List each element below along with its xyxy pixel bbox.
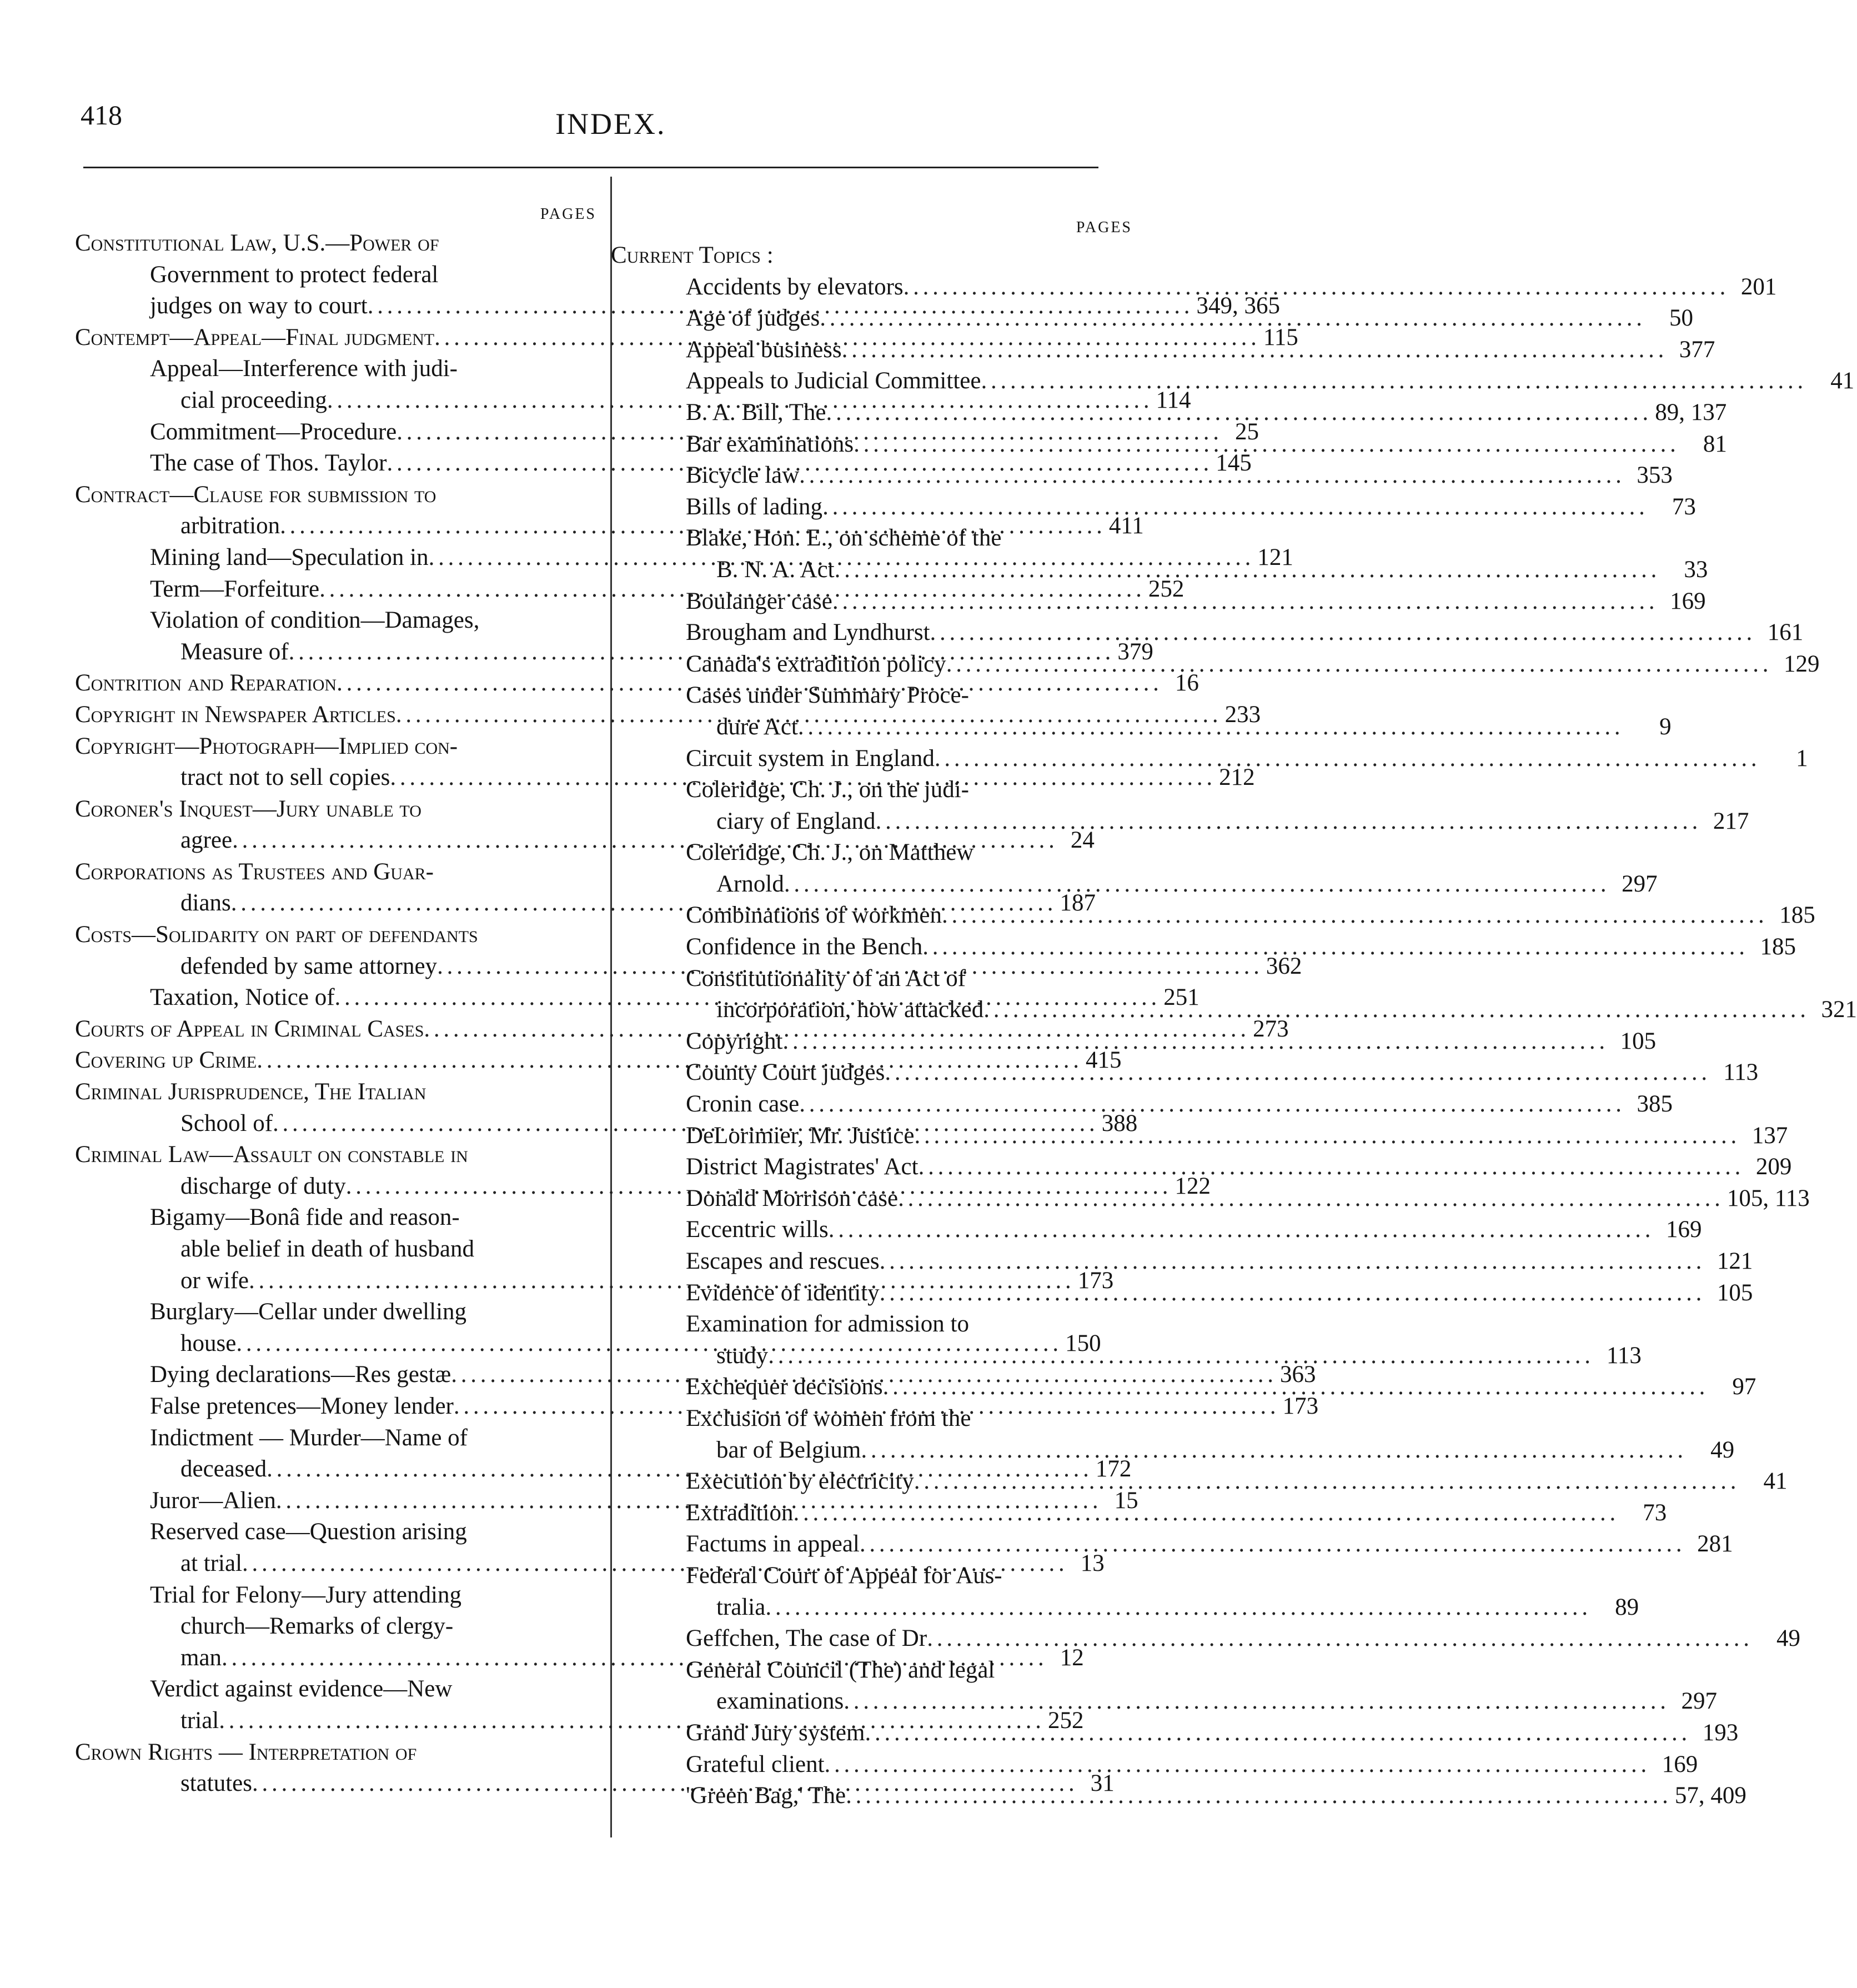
index-line	[611, 1403, 1137, 1435]
dot-leader	[825, 1749, 1646, 1781]
page-reference: 115	[1263, 324, 1298, 350]
index-entry-text: Circuit system in England	[686, 745, 935, 772]
index-entry-text: Brougham and Lyndhurst	[686, 619, 930, 646]
index-line	[611, 1686, 1718, 1717]
index-entry-text: Combinations of workmen	[686, 902, 942, 929]
dot-leader	[904, 272, 1725, 303]
page-reference: 24	[1070, 827, 1095, 854]
page-reference: 209	[1755, 1154, 1792, 1180]
index-line	[611, 1278, 1753, 1309]
index-entry-text: Term—Forfeiture	[150, 575, 320, 602]
page-reference: 388	[1101, 1110, 1138, 1136]
index-entry-text: arbitration	[180, 513, 280, 539]
dot-leader	[883, 1371, 1704, 1403]
dot-leader	[854, 429, 1675, 460]
index-entry-text: Escapes and rescues	[686, 1248, 880, 1274]
dot-leader	[946, 649, 1768, 680]
index-line	[75, 1737, 594, 1769]
index-entry-text: dians	[180, 890, 231, 917]
page-reference: 13	[1080, 1550, 1105, 1576]
index-entry-text: B. N. A. Act	[716, 556, 835, 583]
page-reference: 349, 365	[1196, 293, 1280, 319]
index-line	[75, 794, 594, 825]
page-reference: 25	[1235, 418, 1259, 445]
index-line	[611, 1089, 1673, 1120]
page-reference: 105	[1620, 1028, 1657, 1054]
index-entry-text: The case of Thos. Taylor	[150, 450, 387, 477]
index-entry-text: Examination for admission to	[686, 1311, 969, 1338]
index-entry-text: Appeals to Judicial Committee	[686, 368, 981, 394]
index-heading: Copyright in Newspaper Articles	[75, 701, 396, 728]
index-entry-text: County Court judges	[686, 1059, 885, 1086]
index-line	[611, 1498, 1667, 1529]
page-reference: 193	[1702, 1719, 1739, 1746]
index-entry-text: able belief in death of husband	[180, 1236, 474, 1262]
page-reference: 321	[1821, 996, 1857, 1023]
index-line	[75, 731, 594, 763]
index-entry-text: Factums in appeal	[686, 1531, 860, 1558]
index-line	[611, 1717, 1739, 1749]
index-entry-text: house	[180, 1330, 237, 1356]
index-heading: Current Topics :	[611, 242, 774, 268]
page-reference: 12	[1060, 1644, 1084, 1671]
page-reference: 97	[1732, 1374, 1756, 1400]
index-entry-text: discharge of duty	[180, 1173, 346, 1199]
dot-leader	[876, 806, 1697, 838]
index-heading: Costs—Solidarity on part of defendants	[75, 922, 478, 948]
page-reference: 411	[1108, 513, 1144, 539]
page-reference: 15	[1114, 1487, 1138, 1514]
page-reference: 185	[1760, 934, 1796, 960]
index-line	[75, 1076, 594, 1108]
dot-leader	[930, 617, 1751, 649]
index-entry-text: Dying declarations—Res gestæ	[150, 1361, 451, 1388]
index-entry-text: Execution by electricity	[686, 1468, 914, 1495]
page-reference: 49	[1710, 1436, 1735, 1463]
dot-leader	[784, 869, 1605, 900]
index-entry-text: General Council (The) and legal	[686, 1656, 995, 1683]
dot-leader	[981, 365, 1802, 397]
index-entry-text: Age of judges	[686, 305, 820, 332]
index-heading: Contempt—Appeal—Final judgment	[75, 324, 435, 350]
page-reference: 187	[1060, 890, 1096, 917]
page-reference: 172	[1095, 1456, 1132, 1483]
index-entry-text: Exchequer decisions	[686, 1374, 883, 1400]
page-reference: 16	[1175, 670, 1199, 697]
page-reference: 57, 409	[1674, 1782, 1746, 1809]
page-number: 418	[81, 99, 122, 131]
index-entry-text: Evidence of identity	[686, 1279, 880, 1306]
index-line	[611, 365, 1855, 397]
index-line	[611, 1749, 1698, 1781]
page-reference: 137	[1751, 1122, 1788, 1149]
index-entry-text: Federal Court of Appeal for Aus-	[686, 1562, 1002, 1589]
page-reference: 169	[1662, 1751, 1698, 1777]
index-entry-text: dure Act	[716, 713, 798, 740]
dot-leader	[860, 1529, 1681, 1560]
index-entry-text: Appeal—Interference with judi-	[150, 355, 458, 382]
page-reference: 41	[1763, 1468, 1788, 1495]
dot-leader	[782, 1026, 1604, 1058]
index-entry-text: Indictment — Murder—Name of	[150, 1424, 468, 1451]
index-entry-text: B. A. Bill, The	[686, 399, 826, 425]
index-entry-text: incorporation, how attacked	[716, 996, 984, 1023]
page-reference: 73	[1672, 493, 1696, 520]
index-entry-text: Appeal business	[686, 336, 842, 363]
index-line	[611, 743, 1808, 775]
page-reference: 363	[1279, 1361, 1316, 1388]
index-line	[611, 492, 1696, 523]
index-heading: Covering up Crime	[75, 1047, 257, 1074]
dot-leader	[844, 1686, 1665, 1717]
dot-leader	[842, 334, 1663, 366]
index-entry-text: Confidence in the Bench	[686, 934, 923, 960]
dot-leader	[942, 900, 1763, 932]
index-entry-text: DeLorimier, Mr. Justice	[686, 1122, 915, 1149]
dot-leader	[765, 1592, 1587, 1624]
page-reference: 114	[1156, 387, 1191, 413]
page-reference: 145	[1216, 450, 1252, 477]
index-line	[75, 353, 594, 385]
index-line	[611, 240, 1137, 272]
index-entry-text: ciary of England	[716, 808, 876, 834]
page-reference: 121	[1257, 544, 1293, 570]
page-reference: 379	[1117, 638, 1153, 665]
index-line	[75, 857, 594, 888]
page-reference: 415	[1085, 1047, 1122, 1074]
index-line	[611, 1466, 1788, 1498]
index-entry-text: Arnold	[716, 870, 784, 897]
dot-leader	[922, 932, 1744, 963]
index-line	[611, 1655, 1137, 1686]
index-entry-text: Burglary—Cellar under dwelling	[150, 1299, 467, 1325]
index-entry-text: Donald Morrison case	[686, 1185, 899, 1211]
index-line	[75, 1139, 594, 1171]
dot-leader	[898, 1183, 1719, 1215]
page-reference: 297	[1681, 1688, 1718, 1715]
index-entry-text: Trial for Felony—Jury attending	[150, 1581, 461, 1608]
index-line	[611, 932, 1796, 963]
page-reference: 121	[1717, 1248, 1753, 1274]
index-entry-text: Coleridge, Ch. J., on the judi-	[686, 777, 969, 803]
index-line	[611, 1214, 1702, 1246]
index-entry-text: Bar examinations	[686, 430, 854, 457]
index-entry-text: Boulanger case	[686, 588, 832, 614]
index-line	[611, 1529, 1733, 1560]
index-line	[75, 605, 594, 637]
page-reference: 41	[1830, 368, 1855, 394]
index-line	[611, 1560, 1137, 1592]
page-reference: 173	[1282, 1393, 1319, 1419]
index-line	[611, 1120, 1788, 1152]
page-reference: 31	[1090, 1770, 1115, 1797]
page-reference: 251	[1163, 984, 1199, 1011]
index-line	[611, 523, 1137, 554]
index-entry-text: examinations	[716, 1688, 844, 1715]
index-entry-text: Taxation, Notice of	[150, 984, 335, 1011]
dot-leader	[880, 1278, 1701, 1309]
page-reference: 169	[1665, 1216, 1702, 1243]
index-entry-text: at trial	[180, 1550, 243, 1576]
page-reference: 1	[1796, 745, 1808, 772]
index-entry-text: Blake, Hon. E., on scheme of the	[686, 525, 1002, 552]
index-heading: Corporations as Trustees and Guar-	[75, 858, 434, 885]
index-entry-text: cial proceeding	[180, 387, 327, 413]
index-heading: Courts of Appeal in Criminal Cases	[75, 1015, 424, 1042]
index-entry-text: tralia	[716, 1594, 766, 1620]
index-entry-text: Cases under Summary Proce-	[686, 682, 969, 709]
index-line	[611, 900, 1815, 932]
index-line	[75, 1611, 594, 1643]
dot-leader	[927, 1623, 1748, 1655]
index-entry-text: bar of Belgium	[716, 1436, 861, 1463]
dot-leader	[914, 1120, 1735, 1152]
index-line	[75, 1516, 594, 1548]
page-reference: 233	[1224, 701, 1261, 728]
page-reference: 353	[1637, 462, 1673, 489]
index-line	[611, 1340, 1642, 1372]
index-entry-text: defended by same attorney	[180, 953, 438, 979]
index-heading: Copyright—Photograph—Implied con-	[75, 733, 458, 759]
dot-leader	[865, 1717, 1686, 1749]
dot-leader	[798, 712, 1619, 743]
page-reference: 9	[1659, 713, 1672, 740]
index-line	[611, 774, 1137, 806]
index-entry-text: statutes	[180, 1770, 252, 1797]
index-entry-text: Exclusion of women from the	[686, 1405, 971, 1431]
page-reference: 50	[1669, 305, 1693, 332]
index-line	[611, 272, 1777, 303]
dot-leader	[826, 397, 1647, 429]
page-reference: 129	[1783, 650, 1820, 677]
page-reference: 169	[1670, 588, 1706, 614]
dot-leader	[935, 743, 1756, 775]
index-entry-text: Bills of lading	[686, 493, 823, 520]
index-entry-text: Canada's extradition policy	[686, 650, 946, 677]
index-line	[611, 1435, 1735, 1466]
dot-leader	[914, 1466, 1735, 1498]
index-heading: Criminal Law—Assault on constable in	[75, 1141, 468, 1168]
dot-leader	[832, 586, 1654, 618]
index-line	[611, 963, 1137, 995]
index-entry-text: Constitutionality of an Act of	[686, 965, 966, 992]
page-reference: 377	[1679, 336, 1715, 363]
index-line	[611, 1057, 1759, 1089]
page-reference: 81	[1703, 430, 1727, 457]
index-heading: Coroner's Inquest—Jury unable to	[75, 795, 421, 822]
page-reference: 385	[1637, 1091, 1673, 1118]
index-entry-text: Government to protect federal	[150, 261, 439, 288]
index-line	[75, 259, 594, 291]
index-line	[75, 479, 594, 511]
index-entry-text: School of	[180, 1110, 273, 1136]
page-reference: 150	[1065, 1330, 1101, 1356]
page-reference: 217	[1713, 808, 1749, 834]
page-reference: 161	[1767, 619, 1804, 646]
index-entry-text: or wife	[180, 1267, 249, 1294]
index-entry-text: study	[716, 1342, 769, 1369]
index-entry-text: Accidents by elevators	[686, 273, 904, 300]
index-line	[75, 1423, 594, 1454]
page-reference: 297	[1622, 870, 1658, 897]
page-reference: 362	[1266, 953, 1302, 979]
index-entry-text: agree	[180, 827, 233, 854]
index-entry-text: Measure of	[180, 638, 289, 665]
index-entry-text: trial	[180, 1707, 219, 1734]
index-entry-text: deceased	[180, 1456, 267, 1483]
index-entry-text: Bicycle law	[686, 462, 800, 489]
dot-leader	[919, 1151, 1740, 1183]
index-entry-text: man	[180, 1644, 222, 1671]
index-entry-text: church—Remarks of clergy-	[180, 1613, 454, 1640]
page-reference: 33	[1684, 556, 1708, 583]
index-line	[75, 1674, 594, 1705]
index-heading: Contract—Clause for submission to	[75, 481, 436, 508]
index-line	[611, 1780, 1746, 1812]
dot-leader	[880, 1246, 1701, 1278]
dot-leader	[820, 303, 1641, 334]
index-entry-text: Verdict against evidence—New	[150, 1676, 453, 1702]
index-line	[75, 919, 594, 951]
index-entry-text: Commitment—Procedure	[150, 418, 397, 445]
index-entry-text: Geffchen, The case of Dr	[686, 1625, 927, 1652]
page-reference: 89	[1615, 1594, 1639, 1620]
index-entry-text: Grateful client	[686, 1751, 825, 1777]
index-entry-text: Bigamy—Bonâ fide and reason-	[150, 1204, 460, 1231]
index-entry-text: Violation of condition—Damages,	[150, 607, 480, 634]
index-heading: Contrition and Reparation	[75, 670, 337, 697]
page-reference: 122	[1175, 1173, 1211, 1199]
dot-leader	[822, 492, 1644, 523]
index-line	[75, 1580, 594, 1611]
dot-leader	[846, 1780, 1667, 1812]
dot-leader	[768, 1340, 1589, 1372]
running-head: INDEX.	[555, 107, 666, 141]
index-line	[611, 617, 1804, 649]
index-line	[611, 869, 1658, 900]
index-entry-text: Reserved case—Question arising	[150, 1519, 467, 1545]
index-entry-text: Copyright	[686, 1028, 783, 1054]
index-entry-text: 'Green Bag,' The	[686, 1782, 846, 1809]
page-reference: 73	[1643, 1499, 1667, 1526]
index-entry-text: Eccentric wills	[686, 1216, 829, 1243]
index-entry-text: False pretences—Money lender	[150, 1393, 454, 1419]
page-reference: 49	[1776, 1625, 1800, 1652]
index-entry-text: Coleridge, Ch. J., on Matthew	[686, 839, 974, 866]
page-reference: 273	[1253, 1015, 1289, 1042]
header-rule	[83, 167, 1098, 168]
index-entry-text: tract not to sell copies	[180, 764, 390, 791]
dot-leader	[799, 460, 1620, 492]
page-reference: 113	[1723, 1059, 1759, 1086]
index-entry-text: Mining land—Speculation in	[150, 544, 429, 570]
index-line	[611, 680, 1137, 712]
index-line	[611, 806, 1749, 838]
page-reference: 173	[1077, 1267, 1114, 1294]
pages-label: PAGES	[540, 206, 596, 223]
dot-leader	[861, 1435, 1682, 1466]
index-line	[75, 228, 594, 259]
index-entry-text: Extradition	[686, 1499, 794, 1526]
dot-leader	[885, 1057, 1706, 1089]
index-entry-text: Cronin case	[686, 1091, 800, 1118]
page-reference: 201	[1740, 273, 1777, 300]
index-heading: Constitutional Law, U.S.—Power of	[75, 230, 439, 256]
dot-leader	[835, 554, 1656, 586]
dot-leader	[983, 994, 1805, 1026]
index-entry-text: Juror—Alien	[150, 1487, 276, 1514]
index-line	[611, 1592, 1639, 1624]
page-reference: 105	[1717, 1279, 1753, 1306]
index-line	[75, 1202, 594, 1234]
index-line	[75, 1296, 594, 1328]
page-reference: 212	[1219, 764, 1255, 791]
page-reference: 185	[1779, 902, 1815, 929]
index-line	[611, 1246, 1753, 1278]
page-reference: 113	[1607, 1342, 1642, 1369]
index-heading: Criminal Jurisprudence, The Italian	[75, 1079, 426, 1105]
dot-leader	[829, 1214, 1650, 1246]
page-reference: 105, 113	[1726, 1185, 1810, 1211]
page-reference: 252	[1048, 1707, 1084, 1734]
index-line	[75, 1234, 594, 1265]
index-entry-text: Grand Jury system	[686, 1719, 865, 1746]
index-entry-text: District Magistrates' Act	[686, 1154, 919, 1180]
index-entry-text: judges on way to court	[150, 293, 368, 319]
index-heading: Crown Rights — Interpretation of	[75, 1739, 417, 1765]
index-line	[611, 837, 1137, 869]
dot-leader	[799, 1089, 1620, 1120]
index-line	[611, 1623, 1800, 1655]
page-reference: 281	[1697, 1531, 1733, 1558]
index-line	[611, 1151, 1792, 1183]
page-reference: 89, 137	[1655, 399, 1727, 425]
page-reference: 252	[1148, 575, 1185, 602]
dot-leader	[793, 1498, 1614, 1529]
pages-label: PAGES	[1076, 219, 1132, 236]
index-line	[611, 1309, 1137, 1340]
